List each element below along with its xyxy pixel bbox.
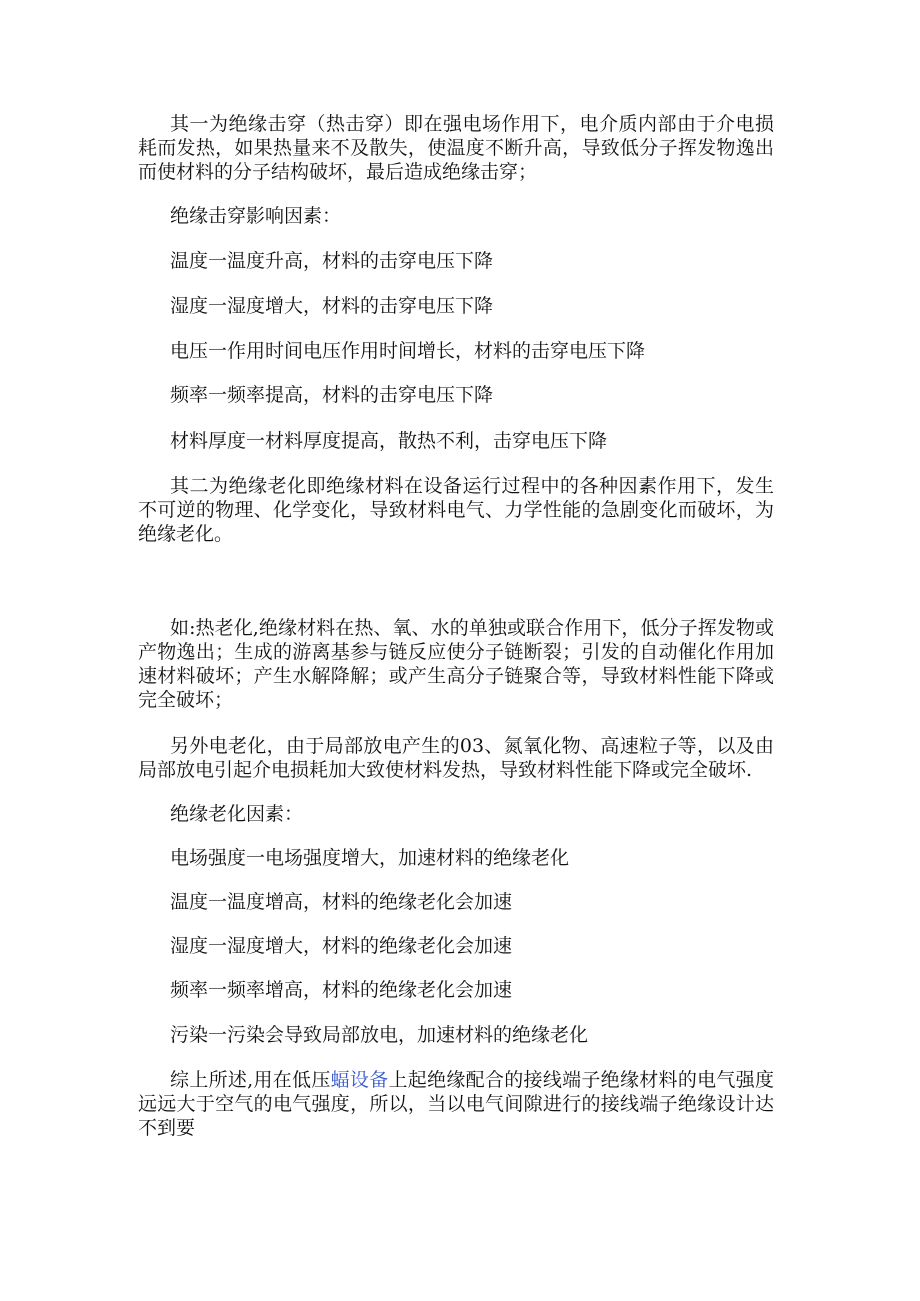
aging-factor-humidity: 湿度一湿度增大，材料的绝缘老化会加速 xyxy=(170,935,513,957)
breakdown-factor-temperature: 温度一温度升高，材料的击穿电压下降 xyxy=(170,250,494,272)
aging-factor-pollution: 污染一污染会导致局部放电，加速材料的绝缘老化 xyxy=(170,1024,589,1046)
paragraph-electrical-aging: 另外电老化，由于局部放电产生的03、氮氧化物、高速粒子等，以及由局部放电引起介电损耗加大致使材料发热，导致材料性能下降或完全破坏. xyxy=(138,735,774,781)
breakdown-factor-voltage: 电压一作用时间电压作用时间增长，材料的击穿电压下降 xyxy=(170,340,646,362)
breakdown-factor-frequency: 频率一频率提高，材料的击穿电压下降 xyxy=(170,384,494,406)
summary-equipment-link[interactable]: 蝠设备 xyxy=(330,1069,389,1091)
aging-factor-field-strength: 电场强度一电场强度增大，加速材料的绝缘老化 xyxy=(170,847,570,869)
aging-factors-heading: 绝缘老化因素： xyxy=(170,803,304,825)
paragraph-summary xyxy=(138,1068,774,1140)
paragraph-thermal-aging: 如:热老化,绝缘材料在热、氧、水的单独或联合作用下，低分子挥发物或产物逸出；生成的游离基参与链反应使分子链断裂；引发的自动催化作用加速材料破坏；产生水解降解；或产生高分子链聚合等，导致材料性能下降或完全破坏； xyxy=(138,617,774,711)
aging-factor-temperature: 温度一温度增高，材料的绝缘老化会加速 xyxy=(170,891,513,913)
aging-factor-frequency: 频率一频率增高，材料的绝缘老化会加速 xyxy=(170,979,513,1001)
paragraph-aging: 其二为绝缘老化即绝缘材料在设备运行过程中的各种因素作用下，发生不可逆的物理、化学变化，导致材料电气、力学性能的急剧变化而破坏，为绝缘老化。 xyxy=(138,475,774,545)
breakdown-factor-humidity: 湿度一湿度增大，材料的击穿电压下降 xyxy=(170,295,494,317)
summary-text-start: 综上所述,用在低压 xyxy=(170,1069,331,1091)
breakdown-factors-heading: 绝缘击穿影响因素： xyxy=(170,205,342,227)
breakdown-factor-thickness: 材料厚度一材料厚度提高，散热不利，击穿电压下降 xyxy=(170,430,608,452)
paragraph-breakdown: 其一为绝缘击穿（热击穿）即在强电场作用下，电介质内部由于介电损耗而发热，如果热量来不及散失，使温度不断升高，导致低分子挥发物逸出而使材料的分子结构破坏，最后造成绝缘击穿； xyxy=(138,113,774,183)
summary-text-end: 上起绝缘配合的接线端子绝缘材料的电气强度远远大于空气的电气强度，所以，当以电气间隙进行的接线端子绝缘设计达不到要 xyxy=(138,1069,774,1139)
